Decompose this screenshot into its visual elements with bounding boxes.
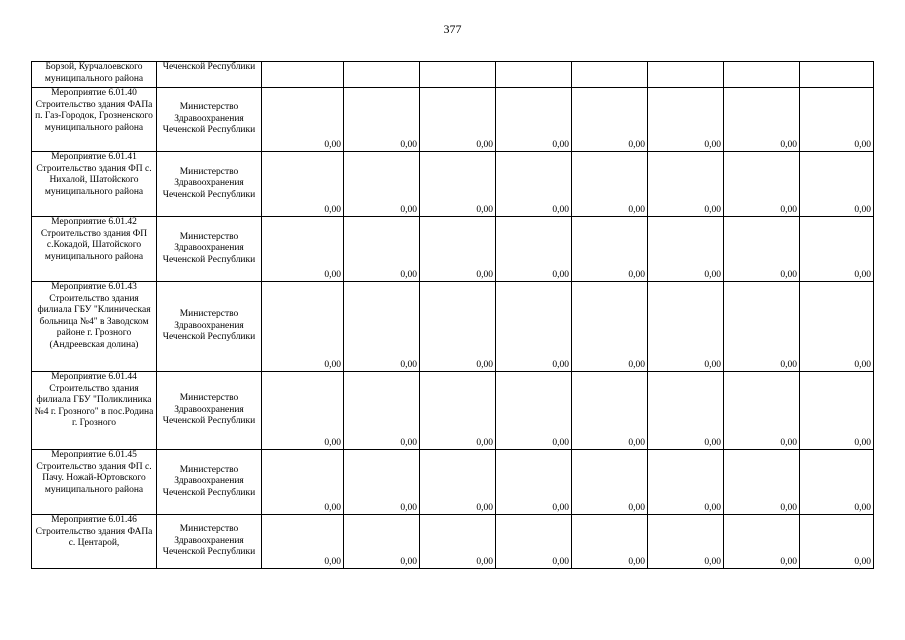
value-cell: 0,00 (344, 515, 420, 569)
table-row (32, 515, 874, 569)
agency-cell: Министерство Здравоохранения Чеченской Республики (157, 217, 262, 282)
value-cell (572, 62, 648, 88)
measure-cell: Мероприятие 6.01.42 Строительство здания ФП с.Кокадой, Шатойского муниципального района (32, 217, 157, 282)
value-cell: 0,00 (496, 372, 572, 450)
value-cell: 0,00 (496, 282, 572, 372)
table-row (32, 450, 874, 515)
value-cell: 0,00 (262, 217, 344, 282)
value-cell: 0,00 (724, 152, 800, 217)
agency-cell: Министерство Здравоохранения Чеченской Республики (157, 88, 262, 152)
value-cell (420, 62, 496, 88)
value-cell: 0,00 (420, 450, 496, 515)
value-cell: 0,00 (420, 282, 496, 372)
value-cell (800, 62, 874, 88)
value-cell: 0,00 (648, 152, 724, 217)
value-cell: 0,00 (420, 88, 496, 152)
value-cell: 0,00 (496, 450, 572, 515)
agency-cell: Чеченской Республики (157, 62, 262, 88)
budget-table (31, 61, 874, 569)
value-cell: 0,00 (724, 372, 800, 450)
value-cell: 0,00 (724, 282, 800, 372)
value-cell (262, 62, 344, 88)
value-cell: 0,00 (262, 372, 344, 450)
value-cell: 0,00 (496, 88, 572, 152)
measure-cell: Мероприятие 6.01.46 Строительство здания ФАПа с. Центарой, (32, 515, 157, 569)
measure-cell: Борзой, Курчалоевского муниципального района (32, 62, 157, 88)
value-cell: 0,00 (724, 217, 800, 282)
value-cell: 0,00 (572, 515, 648, 569)
value-cell: 0,00 (496, 152, 572, 217)
value-cell: 0,00 (344, 450, 420, 515)
value-cell: 0,00 (262, 282, 344, 372)
value-cell: 0,00 (572, 282, 648, 372)
value-cell: 0,00 (344, 217, 420, 282)
value-cell: 0,00 (724, 88, 800, 152)
value-cell: 0,00 (344, 282, 420, 372)
value-cell: 0,00 (344, 88, 420, 152)
value-cell: 0,00 (420, 217, 496, 282)
value-cell: 0,00 (648, 372, 724, 450)
measure-cell: Мероприятие 6.01.43 Строительство здания филиала ГБУ "Клиническая больница №4" в Заводском районе г. Грозного (Андреевская долина) (32, 282, 157, 372)
value-cell: 0,00 (800, 372, 874, 450)
table-row (32, 217, 874, 282)
value-cell: 0,00 (496, 515, 572, 569)
value-cell (496, 62, 572, 88)
value-cell (648, 62, 724, 88)
value-cell: 0,00 (800, 88, 874, 152)
value-cell: 0,00 (572, 372, 648, 450)
value-cell: 0,00 (572, 217, 648, 282)
measure-cell: Мероприятие 6.01.45 Строительство здания ФП с. Пачу. Ножай-Юртовского муниципального района (32, 450, 157, 515)
value-cell: 0,00 (262, 152, 344, 217)
page-number: 377 (443, 22, 462, 36)
table-row (32, 372, 874, 450)
value-cell: 0,00 (344, 152, 420, 217)
table-row (32, 152, 874, 217)
value-cell: 0,00 (724, 450, 800, 515)
agency-cell: Министерство Здравоохранения Чеченской Республики (157, 450, 262, 515)
value-cell: 0,00 (344, 372, 420, 450)
value-cell: 0,00 (262, 450, 344, 515)
measure-cell: Мероприятие 6.01.41 Строительство здания ФП с. Нихалой, Шатойского муниципального района (32, 152, 157, 217)
value-cell (344, 62, 420, 88)
value-cell: 0,00 (648, 217, 724, 282)
value-cell: 0,00 (420, 372, 496, 450)
agency-cell: Министерство Здравоохранения Чеченской Республики (157, 152, 262, 217)
value-cell: 0,00 (262, 88, 344, 152)
value-cell (724, 62, 800, 88)
value-cell: 0,00 (648, 515, 724, 569)
table-body (32, 62, 874, 569)
value-cell: 0,00 (648, 88, 724, 152)
value-cell: 0,00 (496, 217, 572, 282)
value-cell: 0,00 (724, 515, 800, 569)
value-cell: 0,00 (648, 450, 724, 515)
measure-cell: Мероприятие 6.01.40 Строительство здания ФАПа п. Газ-Городок, Грозненского муниципального района (32, 88, 157, 152)
value-cell: 0,00 (800, 515, 874, 569)
agency-cell: Министерство Здравоохранения Чеченской Республики (157, 515, 262, 569)
agency-cell: Министерство Здравоохранения Чеченской Республики (157, 282, 262, 372)
value-cell: 0,00 (572, 88, 648, 152)
table-row (32, 62, 874, 88)
agency-cell: Министерство Здравоохранения Чеченской Республики (157, 372, 262, 450)
measure-cell: Мероприятие 6.01.44 Строительство здания филиала ГБУ "Поликлиника №4 г. Грозного" в пос.Родина г. Грозного (32, 372, 157, 450)
value-cell: 0,00 (800, 152, 874, 217)
value-cell: 0,00 (262, 515, 344, 569)
table-row (32, 282, 874, 372)
value-cell: 0,00 (420, 515, 496, 569)
value-cell: 0,00 (420, 152, 496, 217)
value-cell: 0,00 (572, 450, 648, 515)
value-cell: 0,00 (800, 282, 874, 372)
value-cell: 0,00 (572, 152, 648, 217)
value-cell: 0,00 (648, 282, 724, 372)
value-cell: 0,00 (800, 217, 874, 282)
table-row (32, 88, 874, 152)
value-cell: 0,00 (800, 450, 874, 515)
